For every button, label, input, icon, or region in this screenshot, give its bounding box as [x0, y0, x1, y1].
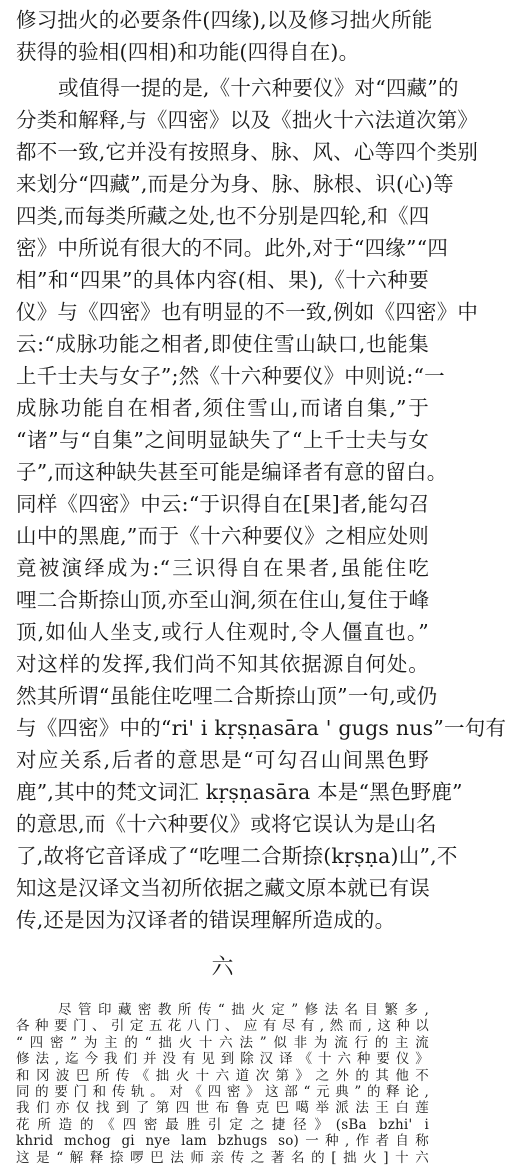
- text-line: 子”,而这种缺失甚至可能是编译者有意的留白。: [16, 460, 448, 484]
- text-line: 对这样的发挥,我们尚不知其依据源自何处。: [16, 652, 429, 676]
- text-line: 知这是汉译文当初所依据之藏文原本就已有误: [16, 876, 430, 900]
- text-line: 传,还是因为汉译者的错误理解所造成的。: [16, 908, 396, 932]
- text-line: 修法,迄今我们并没有见到除汉译《十六种要仪》: [16, 1051, 429, 1068]
- text-line: 我们亦仅找到了第四世布鲁克巴噶举派法王白莲: [16, 1100, 429, 1117]
- text-line: 对应关系,后者的意思是“可勾召山间黑色野: [16, 748, 429, 772]
- text-line: 同的要门和传轨。对《四密》这部“元典”的释论,: [16, 1084, 429, 1100]
- text-line: 都不一致,它并没有按照身、脉、风、心等四个类别: [16, 140, 479, 164]
- text-line: 与《四密》中的“ri' i kṛṣṇasāra ' gugs nus”一句有: [16, 716, 506, 740]
- text-line: 成脉功能自在相者,须住雪山,而诸自集,”于: [16, 396, 429, 420]
- text-line: 鹿”,其中的梵文词汇 kṛṣṇasāra 本是“黑色野鹿”: [16, 780, 463, 804]
- text-line: 和冈波巴所传《拙火十六道次第》之外的其他不: [16, 1067, 429, 1084]
- text-line: 获得的验相(四相)和功能(四得自在)。: [16, 40, 360, 64]
- text-line: 密》中所说有很大的不同。此外,对于“四缘”“四: [16, 236, 449, 260]
- text-line: 的意思,而《十六种要仪》或将它误认为是山名: [16, 812, 437, 836]
- text-line: 花所造的《四密最胜引定之捷径》(sBa bzhi' i: [16, 1116, 429, 1133]
- section-heading: 六: [211, 955, 234, 980]
- text-line: 各种要门、引定五花八门、应有尽有,然而,这种以: [16, 1018, 429, 1035]
- text-line: 哩二合斯捺山顶,亦至山涧,须在住山,复住于峰: [16, 588, 430, 612]
- text-line: khrid mchog gi nye lam bzhugs so)一种,作者自称: [16, 1133, 429, 1150]
- text-line: 了,故将它音译成了“吃哩二合斯捺(kṛṣṇa)山”,不: [16, 844, 458, 868]
- text-line: 或值得一提的是,《十六种要仪》对“四藏”的: [58, 76, 459, 100]
- text-line: “诸”与“自集”之间明显缺失了“上千士夫与女: [16, 428, 429, 452]
- text-line: 仪》与《四密》也有明显的不一致,例如《四密》中: [16, 300, 479, 324]
- text-line: 尽管印藏密教所传“拙火定”修法名目繁多,: [58, 1002, 429, 1018]
- text-line: 上千士夫与女子”;然《十六种要仪》中则说:“一: [16, 364, 445, 388]
- text-line: 这是“解释捺啰巴法师亲传之著名的[拙火]十六: [16, 1149, 429, 1166]
- text-line: 修习拙火的必要条件(四缘),以及修习拙火所能: [16, 8, 433, 32]
- text-line: 山中的黑鹿,”而于《十六种要仪》之相应处则: [16, 524, 429, 548]
- text-line: 然其所谓“虽能住吃哩二合斯捺山顶”一句,或仍: [16, 684, 438, 708]
- text-line: 四类,而每类所藏之处,也不分别是四轮,和《四: [16, 204, 430, 228]
- text-line: 来划分“四藏”,而是分为身、脉、脉根、识(心)等: [16, 172, 454, 196]
- text-line: “四密”为主的“拙火十六法”似非为流行的主流: [16, 1034, 429, 1051]
- text-line: 云:“成脉功能之相者,即使住雪山缺口,也能集: [16, 332, 429, 356]
- text-line: 分类和解释,与《四密》以及《拙火十六法道次第》: [16, 108, 479, 132]
- text-line: 顶,如仙人坐支,或行人住观时,令人僵直也。”: [16, 620, 429, 644]
- text-line: 竟被演绎成为:“三识得自在果者,虽能住吃: [16, 556, 429, 580]
- text-line: 相”和“四果”的具体内容(相、果),《十六种要: [16, 268, 429, 292]
- text-line: 同样《四密》中云:“于识得自在[果]者,能勾召: [16, 492, 430, 516]
